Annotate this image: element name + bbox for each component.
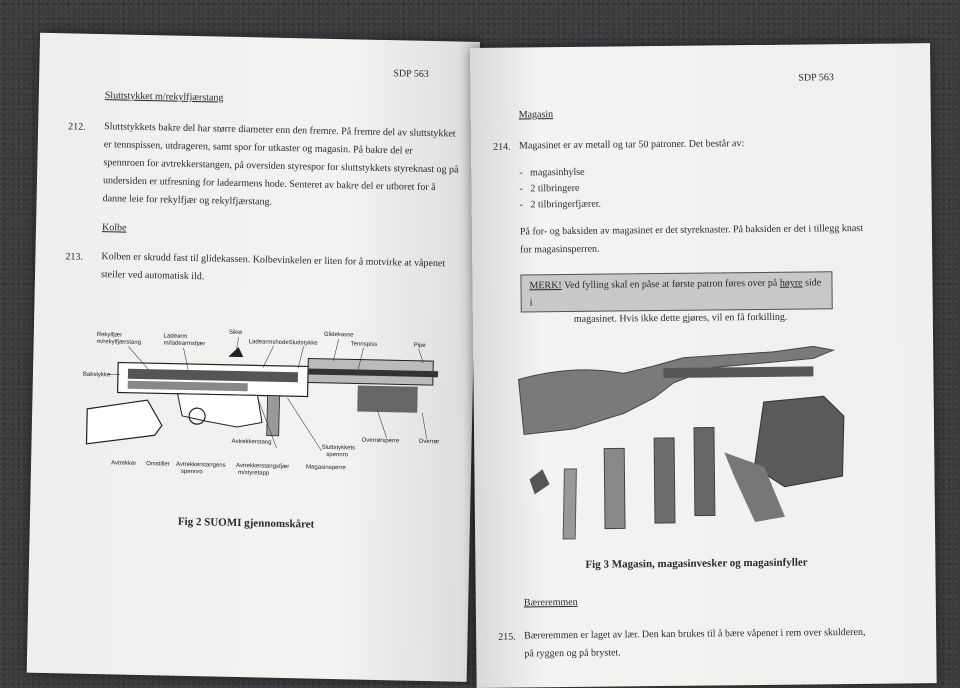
merk-text: Ved fylling skal en påse at første patron føres over på [562, 278, 780, 291]
sight [228, 347, 243, 357]
page-header: SDP 563 [393, 68, 429, 80]
label-rekylfjaer: Rekylfjær [97, 332, 122, 339]
magazine-filler [529, 469, 549, 494]
paragraph-line: Kolben er skrudd fast til glidekassen. Kolbevinkelen er liten for å motvirke at våpenet [101, 248, 471, 274]
label-avtrekkerstangens-spennro: spennro [181, 469, 203, 475]
label-avtrekkerstang: Avtrekkerstang [232, 439, 272, 446]
list-item: - magasinhylse [519, 167, 584, 179]
magazine-stick [604, 448, 625, 528]
label-overrorsperre: Overrørsperre [362, 438, 400, 445]
paragraph-215 [524, 623, 904, 663]
rifle-barrel-jacket [663, 366, 813, 378]
label-avtrekker: Avtrekker [111, 460, 136, 467]
label-magasinsperre: Magasinsperre [306, 464, 346, 471]
jacket-lock [357, 386, 418, 413]
list-item: - 2 tilbringerfjærer. [520, 199, 602, 211]
stock-shape [86, 399, 162, 446]
magazine-stick [654, 438, 675, 523]
figure-2-caption: Fig 2 SUOMI gjennomskåret [178, 516, 315, 531]
paragraph-214-body [520, 220, 890, 260]
left-page [27, 33, 480, 682]
paragraph-line: danne leie for rekylfjær og rekylfjærstang. [102, 190, 472, 216]
section-title-baereremmen: Bæreremmen [524, 597, 578, 609]
suomi-cutaway-diagram [86, 324, 449, 492]
section-title-sluttstykket: Sluttstykket m/rekylfjærstang [105, 90, 224, 103]
section-title-kolbe: Kolbe [102, 222, 127, 234]
magazine-stick [694, 427, 715, 515]
list-item: - 2 tilbringere [519, 183, 579, 195]
merk-line-1 [529, 274, 823, 311]
label-avtrekkerstangens: Avtrekkerstangens [176, 462, 226, 469]
paragraph-line: spennroen for avtrekkerstangen, på oversiden styrespor for sluttstykkets styreknast og på [103, 154, 473, 180]
label-overror: Overrør [419, 439, 440, 445]
magazine-photo [513, 326, 897, 530]
label-avtrekkerstangsfjaer: Avtrekkerstangsfjær [236, 463, 289, 470]
label-pipe: Pipe [414, 343, 427, 349]
label-ladearm: Ladearm [164, 333, 188, 339]
paragraph-line: Bæreremmen er laget av lær. Den kan brukes til å bære våpenet i rem over skulderen, [524, 623, 904, 645]
list-item-text: magasinhylse [530, 167, 585, 179]
para-number-212: 212. [68, 121, 86, 132]
trigger-group [177, 394, 263, 428]
page-header: SDP 563 [798, 72, 834, 83]
label-tennspiss: Tennspiss [351, 341, 378, 348]
para-number-214: 214. [493, 142, 511, 153]
merk-line-2: magasinet. Hvis ikke dette gjøres, vil en få forkilling. [530, 308, 824, 328]
merk-label: MERK! [529, 280, 561, 291]
label-sluttstykke: Sluttstykke [289, 340, 319, 347]
figure-3-caption: Fig 3 Magasin, magasinvesker og magasinfyller [585, 556, 807, 570]
para-number-215: 215. [498, 632, 516, 643]
magazine-well [267, 396, 280, 436]
label-ladearmshode: Ladearmshode [249, 339, 290, 346]
label-bakstykke: Bakstykke [83, 372, 111, 379]
list-item-text: 2 tilbringere [530, 183, 579, 195]
loading-tool [562, 469, 577, 539]
paragraph-line: er tennspissen, utdrageren, samt spor for utkaster og magasin. På bakre del er [104, 136, 474, 162]
paragraph-line: På for- og baksiden av magasinet er det styreknaster. På baksiden er det i tillegg knast [520, 220, 890, 242]
merk-emphasis: høyre [780, 278, 803, 289]
paragraph-line: undersiden er utfresning for ladearmens hode. Senteret av bakre del er utboret for å [103, 172, 473, 198]
label-styretapp: m/styretapp [238, 470, 270, 477]
magazine-pouch [754, 396, 845, 487]
label-glidekasse: Glidekasse [324, 332, 354, 339]
label-sikte: Sikte [229, 330, 243, 336]
label-omstiller: Omstiller [146, 461, 170, 467]
label-sluttstykkets: Sluttstykkets [321, 445, 355, 452]
paragraph-212 [102, 118, 474, 216]
merk-text: side i [530, 277, 822, 308]
paragraph-214-intro: Magasinet er av metall og tar 50 patroner. Det består av: [519, 135, 744, 155]
paragraph-213 [101, 248, 472, 292]
paragraph-line: steiler ved automatisk ild. [101, 266, 471, 292]
list-item-text: 2 tilbringerfjærer. [530, 199, 601, 211]
label-rekylfjaerstang: m/rekylfjærstang [97, 339, 141, 346]
section-title-magasin: Magasin [519, 109, 554, 120]
paragraph-line: Sluttstykkets bakre del har større diameter enn den fremre. På fremre del av sluttstykket [104, 118, 474, 144]
paragraph-line: for magasinsperren. [520, 238, 890, 260]
label-spennro: spennro [326, 452, 348, 458]
paragraph-line: på ryggen og på brystet. [524, 641, 904, 663]
right-page [470, 43, 937, 688]
merk-notice-box [520, 271, 832, 312]
para-number-213: 213. [65, 251, 83, 262]
label-ladearmsfjaer: m/ladearmsfjær [164, 340, 206, 347]
